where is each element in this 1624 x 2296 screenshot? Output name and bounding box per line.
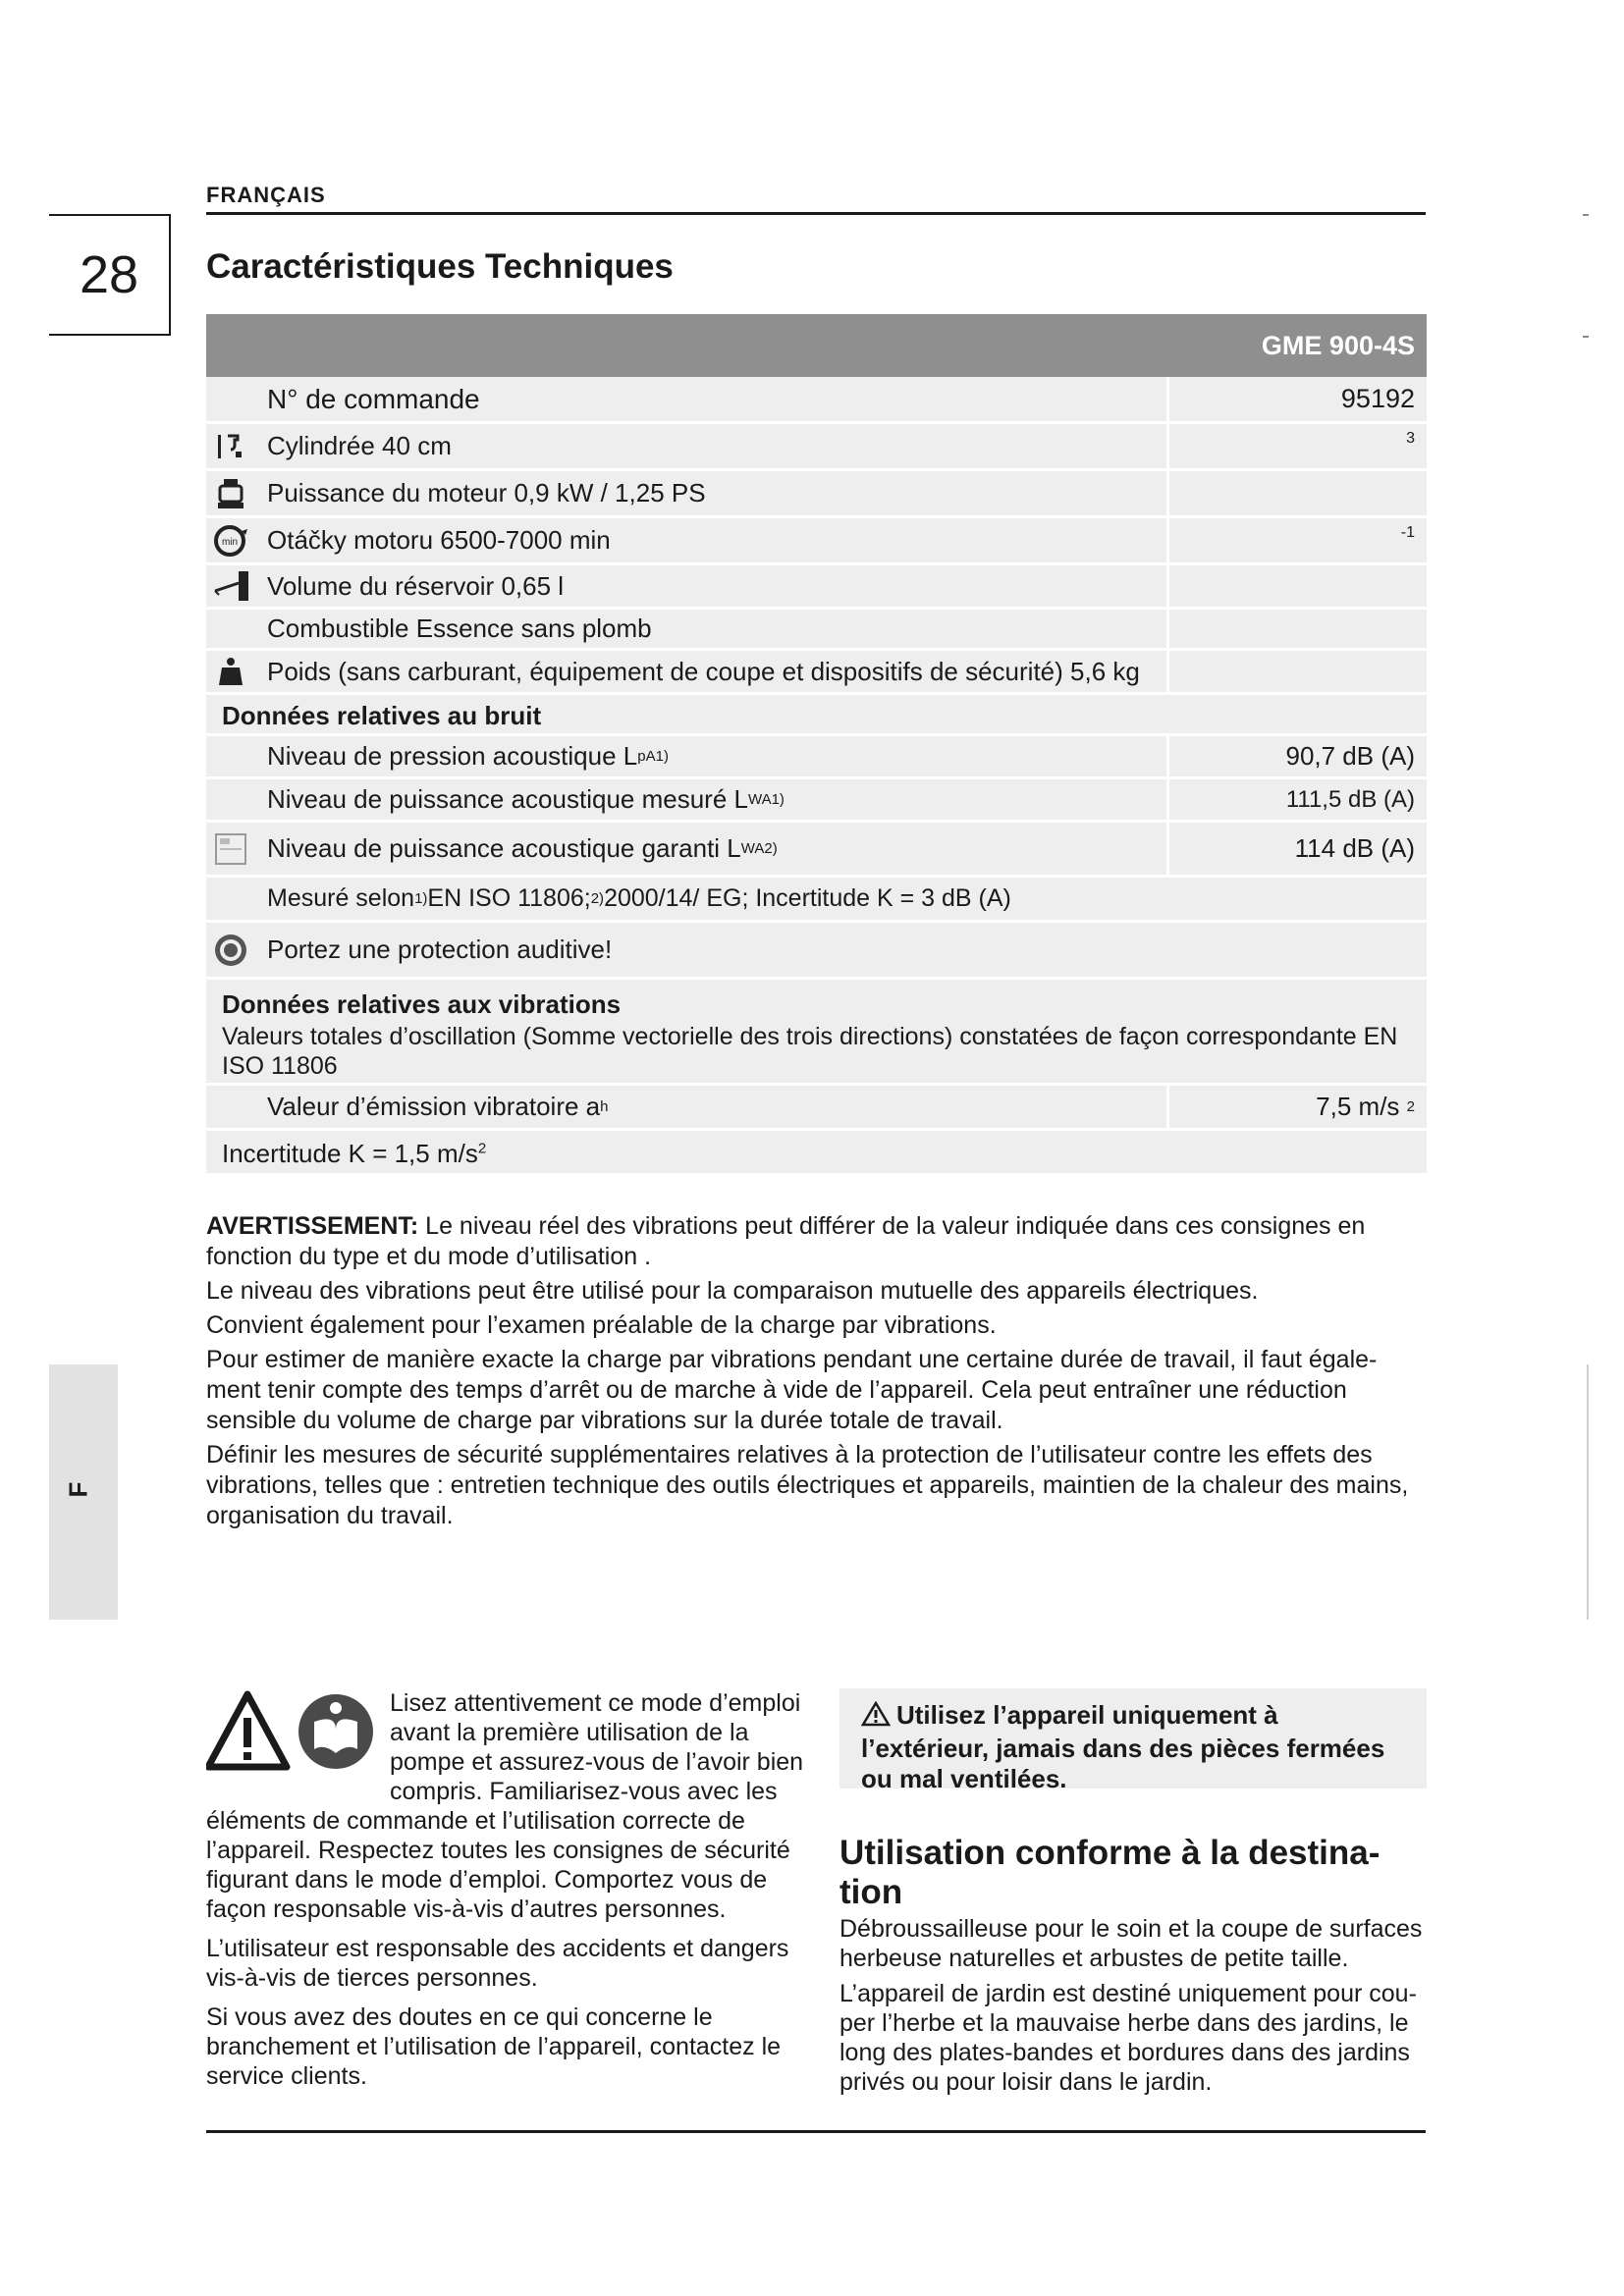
blank-icon-cell bbox=[206, 1086, 255, 1128]
ear-protection-icon bbox=[206, 923, 255, 977]
speed-icon bbox=[206, 518, 255, 562]
spec-row-displacement: Cylindrée 40 cm 3 bbox=[206, 424, 1427, 471]
vibration-heading-row bbox=[206, 980, 1427, 1086]
model-header: GME 900-4S bbox=[206, 314, 1427, 377]
weight-icon bbox=[206, 651, 255, 692]
language-side-tab: F bbox=[49, 1364, 118, 1620]
displacement-icon bbox=[206, 424, 255, 468]
top-rule bbox=[206, 212, 1426, 215]
blank-icon-cell bbox=[206, 736, 255, 776]
page-edge-mark bbox=[1587, 1364, 1589, 1620]
noise-label-icon bbox=[206, 823, 255, 875]
vibration-description: Valeurs totales d’oscillation (Somme vectorielle des trois directions) constatées de façon correspondante EN ISO 11806 bbox=[222, 1023, 1398, 1080]
noise-row-guaranteed-power: Niveau de puissance acoustique garanti L WA 2) 114 dB (A) bbox=[206, 823, 1427, 878]
spec-row-weight: Poids (sans carburant, équipement de coupe et dispositifs de sécurité) 5,6 kg bbox=[206, 651, 1427, 695]
spec-row-speed: min Otáčky motoru 6500-7000 min -1 bbox=[206, 518, 1427, 565]
blank-icon-cell bbox=[206, 779, 255, 820]
noise-heading-row bbox=[206, 695, 1427, 736]
blank-icon-cell bbox=[206, 610, 255, 648]
vibration-heading: Données relatives aux vibrations bbox=[222, 989, 622, 1019]
outdoor-use-notice: Utilisez l’appareil uniquement à l’extérieur, jamais dans des pièces fermées ou mal ventilées. bbox=[839, 1688, 1427, 1789]
warning-and-manual-icons bbox=[206, 1688, 378, 1806]
engine-icon bbox=[206, 471, 255, 515]
noise-row-measured-power: Niveau de puissance acoustique mesuré L WA 1) 111,5 dB (A) bbox=[206, 779, 1427, 823]
bottom-rule bbox=[206, 2130, 1426, 2133]
spec-table bbox=[206, 314, 1427, 1176]
page-number: 28 bbox=[49, 214, 171, 336]
safety-instructions: Lisez attentivement ce mode d’emploi avant la première utilisation de la pompe et assurez-vous de l’avoir bien compris. Familiarisez-vous avec les éléments de commande et l’utilisation correcte de l’appareil. Respectez toutes les consignes de sécurité figurant dans le mode d’emploi. Comportez vous de façon responsable vis-à-vis d’autres personnes. L’utilisateur est responsable des accidents et dangers vis-à-vis de tierces personnes. Si vous avez des doutes en ce qui concerne le branchement et l’utilisation de l’appareil, contactez le service clients. bbox=[206, 1689, 804, 2090]
warning-icon bbox=[861, 1701, 891, 1734]
fuel-tank-icon bbox=[206, 565, 255, 607]
blank-icon-cell bbox=[206, 377, 255, 421]
vibration-emission-row: Valeur d’émission vibratoire a h 7,5 m/s 2 bbox=[206, 1086, 1427, 1131]
margin-mark bbox=[1583, 214, 1589, 216]
svg-text:min: min bbox=[221, 536, 239, 548]
intended-use-heading: Utilisation conforme à la destina-tion bbox=[839, 1834, 1380, 1911]
vibration-warning: AVERTISSEMENT: Le niveau réel des vibrations peut différer de la valeur indiquée dans ces consignes en fonction du type et du mode d’utilisation . Le niveau des vibrations peut être utilisé pour la comparaison mutuelle des appareils électriques. Convient également pour l’examen préalable de la charge par vibrations. Pour estimer de manière exacte la charge par vibrations pendant une certaine durée de travail, il faut égale-ment tenir compte des temps d’arrêt ou de marche à vide de l’appareil. Cela peut entraîner une réduction sensible du volume de charge par vibrations sur la durée totale de travail. Définir les mesures de sécurité supplémentaires relatives à la protection de l’utilisateur contre les effets des vibrations, telles que : entretien technique des outils électriques et appareils, maintien de la chaleur des mains, organisation du travail. bbox=[206, 1212, 1409, 1529]
spec-row-power: Puissance du moteur 0,9 kW / 1,25 PS bbox=[206, 471, 1427, 518]
margin-mark bbox=[1583, 336, 1589, 338]
spec-row-fuel: Combustible Essence sans plomb bbox=[206, 610, 1427, 651]
page-title: Caractéristiques Techniques bbox=[206, 247, 674, 286]
uncertainty-row: Incertitude K = 1,5 $m/s^2$ bbox=[206, 1131, 1427, 1176]
intended-use-text: Débroussailleuse pour le soin et la coupe de surfaces herbeuse naturelles et arbustes de petite taille. L’appareil de jardin est destiné uniquement pour cou-per l’herbe et la mauvaise herbe dans des jardins, le long des plates-bandes et bordures dans des jardins privés ou pour loisir dans le jardin. bbox=[839, 1915, 1423, 2096]
blank-icon-cell bbox=[206, 878, 255, 920]
noise-row-pressure: Niveau de pression acoustique L pA 1) 90,7 dB (A) bbox=[206, 736, 1427, 779]
spec-row-order: N° de commande 95192 bbox=[206, 377, 1427, 424]
hearing-protection-row: Portez une protection auditive! bbox=[206, 923, 1427, 980]
spec-row-tank: Volume du réservoir 0,65 l bbox=[206, 565, 1427, 610]
noise-heading: Données relatives au bruit bbox=[222, 701, 542, 730]
measured-standard-row: Mesuré selon 1) EN ISO 11806; 2) 2000/14/ EG; Incertitude K = 3 dB (A) bbox=[206, 878, 1427, 923]
language-header: FRANÇAIS bbox=[206, 183, 326, 207]
warning-lead: AVERTISSEMENT: bbox=[206, 1212, 419, 1240]
